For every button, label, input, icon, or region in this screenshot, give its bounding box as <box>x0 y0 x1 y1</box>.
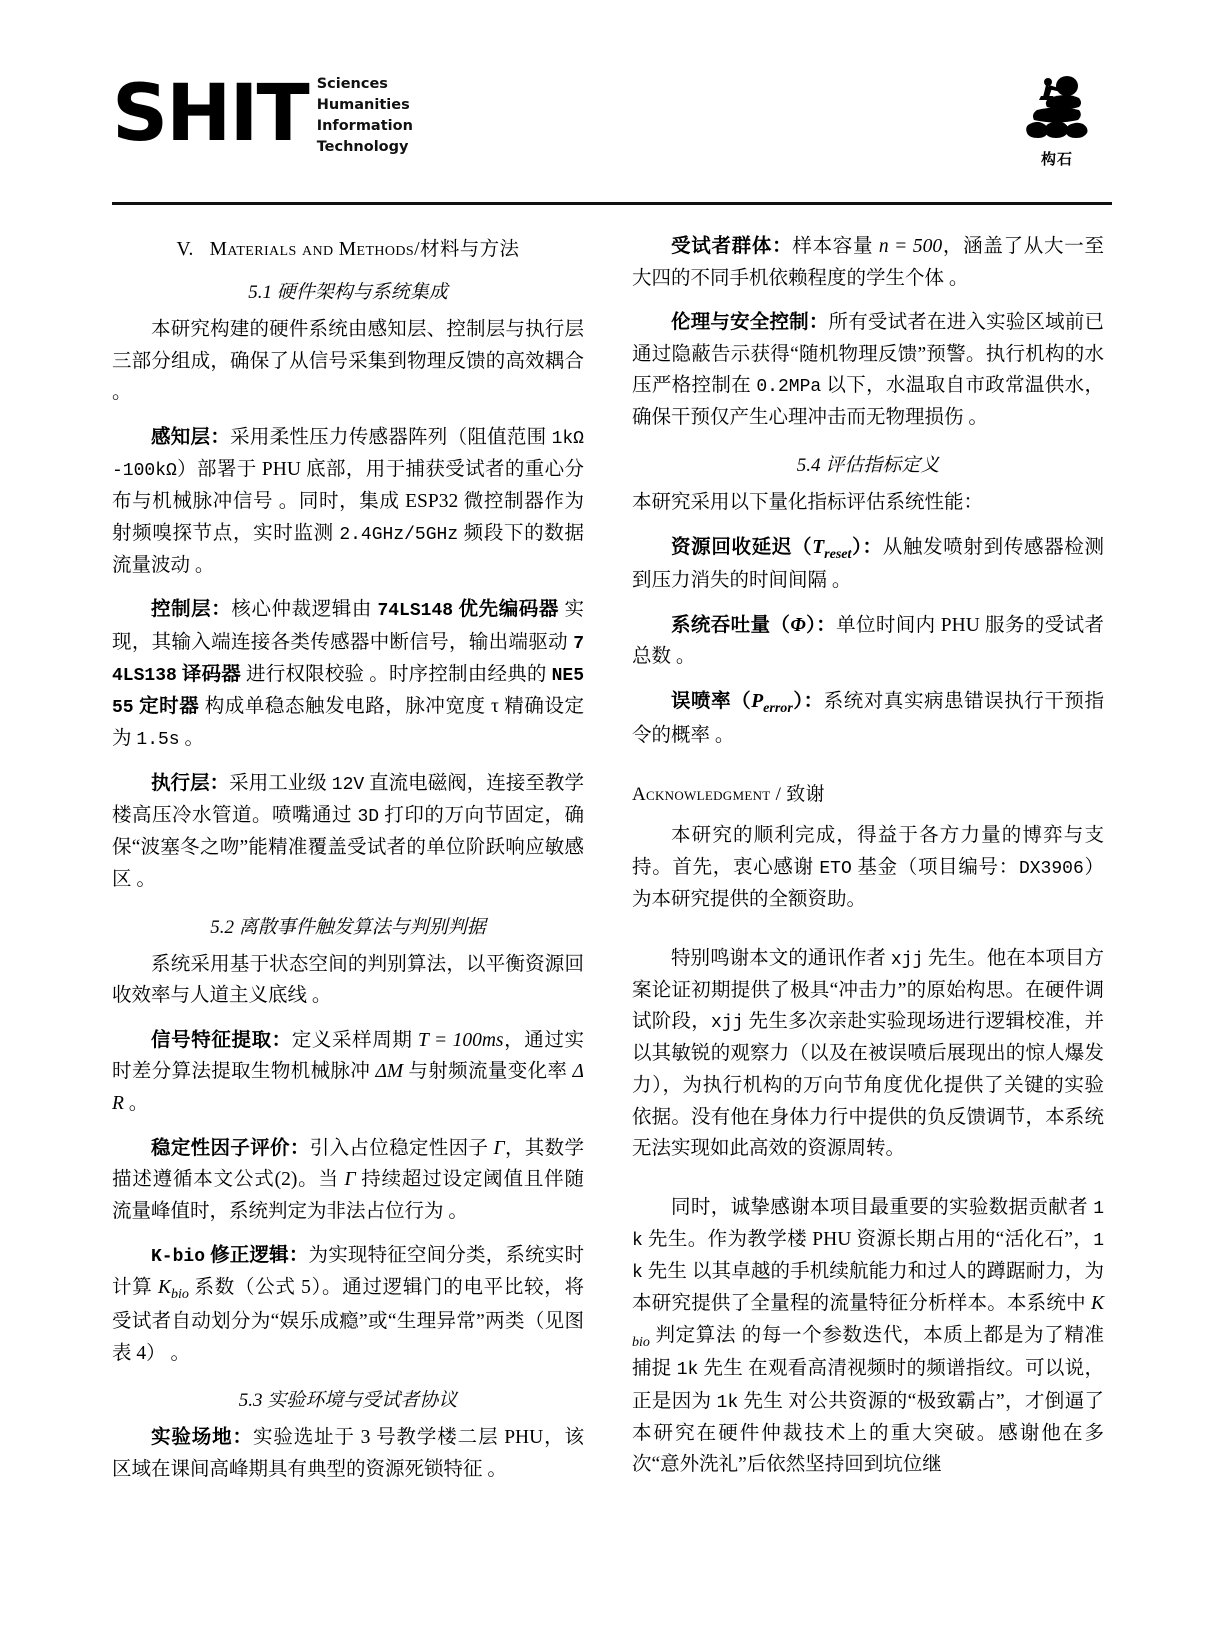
sensing-frequency-bands: 2.4GHz/5GHz <box>339 524 459 545</box>
ack-funding-text-1: 本研究的顺利完成，得益于各方力量的博弈与支持。首先，衷心感谢 <box>632 825 1104 878</box>
kbio-coefficient-symbol: $K_{bio}$ <box>158 1277 189 1303</box>
label-stability-factor: 稳定性因子评价： <box>151 1137 310 1159</box>
label-metric-treset: 资源回收延迟（ <box>671 536 813 558</box>
person-name-1k-4: 1k <box>716 1392 739 1413</box>
subsection-heading-5-3: 5.3 实验环境与受试者协议 <box>238 1390 458 1412</box>
perror-symbol: $P_{error}$ <box>751 691 793 716</box>
paragraph-subject-group <box>632 231 1104 294</box>
valve-voltage: 12V <box>331 775 365 796</box>
chip-74ls148: 74LS148 <box>377 601 454 622</box>
ack-xjj-text-1: 特别鸣谢本文的通讯作者 <box>671 947 891 969</box>
label-sensing-layer: 感知层： <box>151 426 231 448</box>
person-name-1k-1: 1k <box>632 1198 1104 1251</box>
control-text-1: 核心仲裁逻辑由 <box>231 599 378 621</box>
ack-1k-text-3: 先生 以其卓越的手机续航能力和过人的蹲踞耐力，为本研究提供了全量程的流量特征分析样本。本系统中 <box>632 1261 1104 1315</box>
label-kbio-logic: 修正逻辑： <box>210 1245 309 1267</box>
stacked-stones-pyramid-icon <box>1002 70 1112 146</box>
paragraph-spacer-1 <box>632 929 1104 943</box>
paragraph-ethics-safety <box>632 307 1104 434</box>
logo-expansion-line-4: Technology <box>316 139 409 156</box>
paragraph-kbio-logic <box>112 1240 584 1369</box>
section-heading <box>112 233 584 261</box>
paragraph-stability-factor <box>112 1133 584 1228</box>
label-control-layer: 控制层： <box>151 599 232 621</box>
chip-74ls138: 74LS138 <box>112 633 584 686</box>
ethics-text-1: 所有受试者在进入实验区域前已通过隐蔽告示获得“随机物理反馈”预警。执行机构的水压严格控制在 <box>632 312 1104 397</box>
header-divider <box>112 202 1112 205</box>
pulse-width-value: 1.5s <box>136 729 180 750</box>
printing-method: 3D <box>357 807 380 828</box>
control-text-4: 构成单稳态触发电路，脉冲宽度 τ 精确设定为 <box>112 695 585 749</box>
sensing-resistance-range: 1kΩ-100kΩ <box>112 428 584 481</box>
ack-1k-text-1: 同时，诚挚感谢本项目最重要的实验数据贡献者 <box>671 1196 1094 1218</box>
subsection-heading-5-2: 5.2 离散事件触发算法与判别判据 <box>210 916 486 938</box>
subject-text-2: ，涵盖了从大一至大四的不同手机依赖程度的学生个体 。 <box>632 236 1104 289</box>
ack-funding-text-2: 基金（项目编号： <box>851 856 1019 878</box>
chip-74ls138-role: 译码器 <box>181 663 241 685</box>
treset-symbol: $T_{reset}$ <box>812 536 852 562</box>
publisher-mark-label: 构石 <box>1040 150 1073 168</box>
logo-expansion-line-1: Sciences <box>316 76 388 92</box>
exec-text-2: 直流电磁阀，连接至教学楼高压冷水管道。喷嘴通过 <box>112 773 584 827</box>
subsection-heading-5-4: 5.4 评估指标定义 <box>796 455 940 477</box>
label-ethics-safety: 伦理与安全控制： <box>671 312 829 334</box>
subject-text-1: 样本容量 <box>792 236 879 257</box>
person-name-xjj-1: xjj <box>890 949 924 970</box>
person-name-xjj-2: xjj <box>711 1013 744 1034</box>
section-title-cn: /材料与方法 <box>414 239 520 260</box>
label-metric-treset-close: ）： <box>851 536 883 558</box>
acknowledgment-heading <box>632 779 1104 806</box>
label-execution-layer: 执行层： <box>151 773 230 795</box>
sampling-period-formula: T = 100ms <box>417 1029 504 1051</box>
delta-r-symbol: ΔR <box>112 1061 584 1114</box>
signal-text-2: ，通过实时差分算法提取生物机械脉冲 <box>112 1029 584 1083</box>
ack-1k-text-4: 判定算法 的每一个参数迭代，本质上都是为了精准捕捉 <box>632 1324 1104 1380</box>
label-metric-throughput: 系统吞吐量（ <box>671 614 791 636</box>
water-pressure-limit: 0.2MPa <box>756 377 822 398</box>
control-text-3: 进行权限校验 。时序控制由经典的 <box>240 663 552 685</box>
stability-text-3: 持续超过设定阈值且伴随流量峰值时，系统判定为非法占位行为 。 <box>112 1169 584 1222</box>
logo-expansion-line-2: Humanities <box>316 97 410 114</box>
error-rate-definition: 系统对真实病患错误执行干预指令的概率 。 <box>632 691 1104 746</box>
paragraph-control-layer <box>112 594 584 755</box>
phi-symbol: Φ <box>790 614 806 636</box>
exec-text-3: 打印的万向节固定，确保“波塞冬之吻”能精准覆盖受试者的单位阶跃响应敏感区 。 <box>112 805 584 891</box>
gamma-symbol-1: Γ <box>493 1137 505 1159</box>
ack-xjj-text-2: 先生。他在本项目方案论证初期提供了极具“冲击力”的原始构思。在硬件调试阶段， <box>632 947 1104 1033</box>
paragraph-metric-throughput <box>632 610 1104 673</box>
throughput-definition: 单位时间内 PHU 服务的受试者总数 。 <box>632 614 1104 668</box>
sensing-text-2: ）部署于 PHU 底部，用于捕获受试者的重心分布与机械脉冲信号 。同时，集成 ESP32 微控制器作为射频嗅探节点，实时监测 <box>112 458 584 544</box>
ethics-text-2: 以下，水温取自市政常温供水，确保干预仅产生心理冲击而无物理损伤 。 <box>632 375 1104 429</box>
paragraph-5-1-intro: 本研究构建的硬件系统由感知层、控制层与执行层三部分组成，确保了从信号采集到物理反馈的高效耦合 。 <box>112 319 584 404</box>
paragraph-acknowledgment-1k <box>632 1192 1104 1481</box>
journal-logo-expansion <box>317 70 413 159</box>
label-kbio-symbol: K-bio <box>151 1247 206 1268</box>
sensing-text-3: 频段下的数据流量波动 。 <box>112 522 584 576</box>
right-column <box>632 231 1104 1494</box>
experiment-site-text: 实验选址于 3 号教学楼二层 PHU，该区域在课间高峰期具有典型的资源死锁特征 。 <box>112 1427 584 1480</box>
paragraph-acknowledgment-xjj <box>632 943 1104 1165</box>
page-masthead <box>112 62 1112 202</box>
paragraph-spacer-2 <box>632 1178 1104 1192</box>
ack-1k-text-5: 先生 在观看高清视频时的频谱指纹。可以说，正是因为 <box>632 1358 1104 1412</box>
label-metric-error-rate: 误喷率（ <box>671 691 752 712</box>
stability-text-2: ，其数学描述遵循本文公式(2)。当 <box>112 1137 584 1191</box>
ack-1k-text-6: 先生 对公共资源的“极致霸占”，才倒逼了本研究在硬件仲裁技术上的重大突破。感谢他在多次“意外洗礼”后依然坚持回到坑位继 <box>632 1390 1104 1476</box>
sample-size-formula: n = 500 <box>878 236 943 257</box>
kbio-text-1: 为实现特征空间分类，系统实时计算 <box>112 1245 584 1299</box>
label-metric-throughput-close: ）： <box>805 614 837 636</box>
treset-definition: 从触发喷射到传感器检测到压力消失的时间间隔 。 <box>632 536 1104 592</box>
control-text-5: 。 <box>179 727 204 749</box>
kbio-symbol-ack: $K_{bio}$ <box>632 1293 1104 1350</box>
acknowledgment-heading-en: Acknowledgment <box>632 784 771 806</box>
paragraph-acknowledgment-funding <box>632 820 1104 915</box>
label-metric-error-rate-close: ）： <box>792 691 824 712</box>
grant-number: DX3906 <box>1018 858 1084 879</box>
ack-funding-text-3: ）为本研究提供的全额资助。 <box>632 856 1104 910</box>
logo-expansion-line-3: Information <box>316 118 413 135</box>
funding-body-name: ETO <box>819 858 852 879</box>
label-experiment-site: 实验场地： <box>151 1427 253 1449</box>
section-title-en: Materials and Methods <box>209 239 415 260</box>
acknowledgment-heading-cn: / 致谢 <box>775 784 825 806</box>
ack-1k-text-2: 先生。作为教学楼 PHU 资源长期占用的“活化石”， <box>642 1228 1094 1250</box>
paragraph-metric-treset <box>632 532 1104 597</box>
chip-ne555: NE555 <box>112 665 584 718</box>
chip-74ls148-role: 优先编码器 <box>458 599 559 621</box>
page-columns <box>112 231 1112 1498</box>
person-name-1k-3: 1k <box>676 1360 699 1381</box>
paragraph-metric-error-rate <box>632 686 1104 751</box>
stability-text-1: 引入占位稳定性因子 <box>309 1137 494 1159</box>
paragraph-sensing-layer <box>112 422 584 582</box>
paragraph-5-4-intro: 本研究采用以下量化指标评估系统性能： <box>632 492 984 514</box>
chip-ne555-role: 定时器 <box>139 695 200 717</box>
journal-logo <box>112 70 413 159</box>
paragraph-execution-layer <box>112 768 584 895</box>
paragraph-experiment-site <box>112 1422 584 1485</box>
label-subject-group: 受试者群体： <box>671 236 793 257</box>
signal-text-1: 定义采样周期 <box>291 1029 418 1051</box>
document-page <box>0 62 1224 1646</box>
paragraph-5-2-intro: 系统采用基于状态空间的判别算法，以平衡资源回收效率与人道主义底线 。 <box>112 953 584 1007</box>
publisher-mark <box>1002 70 1112 169</box>
sensing-text-1: 采用柔性压力传感器阵列（阻值范围 <box>230 426 552 448</box>
exec-text-1: 采用工业级 <box>229 773 332 795</box>
kbio-text-2: 系数（公式 5）。通过逻辑门的电平比较，将受试者自动划分为“娱乐成瘾”或“生理异常”两类（见图表 4） 。 <box>112 1277 584 1364</box>
gamma-symbol-2: Γ <box>344 1169 356 1191</box>
signal-text-4: 。 <box>123 1092 149 1114</box>
person-name-1k-2: 1k <box>632 1230 1104 1284</box>
signal-text-3: 与射频流量变化率 <box>403 1061 573 1083</box>
paragraph-signal-extraction <box>112 1025 584 1120</box>
left-column <box>112 231 584 1498</box>
delta-m-symbol: ΔM <box>375 1061 404 1083</box>
control-text-2: 实现，其输入端连接各类传感器中断信号，输出端驱动 <box>112 599 584 653</box>
section-numeral: V. <box>176 239 194 260</box>
subsection-heading-5-1: 5.1 硬件架构与系统集成 <box>248 282 448 303</box>
journal-logo-acronym: SHIT <box>112 69 308 160</box>
label-signal-extraction: 信号特征提取： <box>151 1029 292 1051</box>
ack-xjj-text-3: 先生多次亲赴实验现场进行逻辑校准，并以其敏锐的观察力（以及在被误喷后展现出的惊人爆发力），为执行机构的万向节角度优化提供了关键的实验依据。没有他在身体力行中提供的负反馈调节，本系统无法实现如此高效的资源周转。 <box>632 1011 1104 1160</box>
